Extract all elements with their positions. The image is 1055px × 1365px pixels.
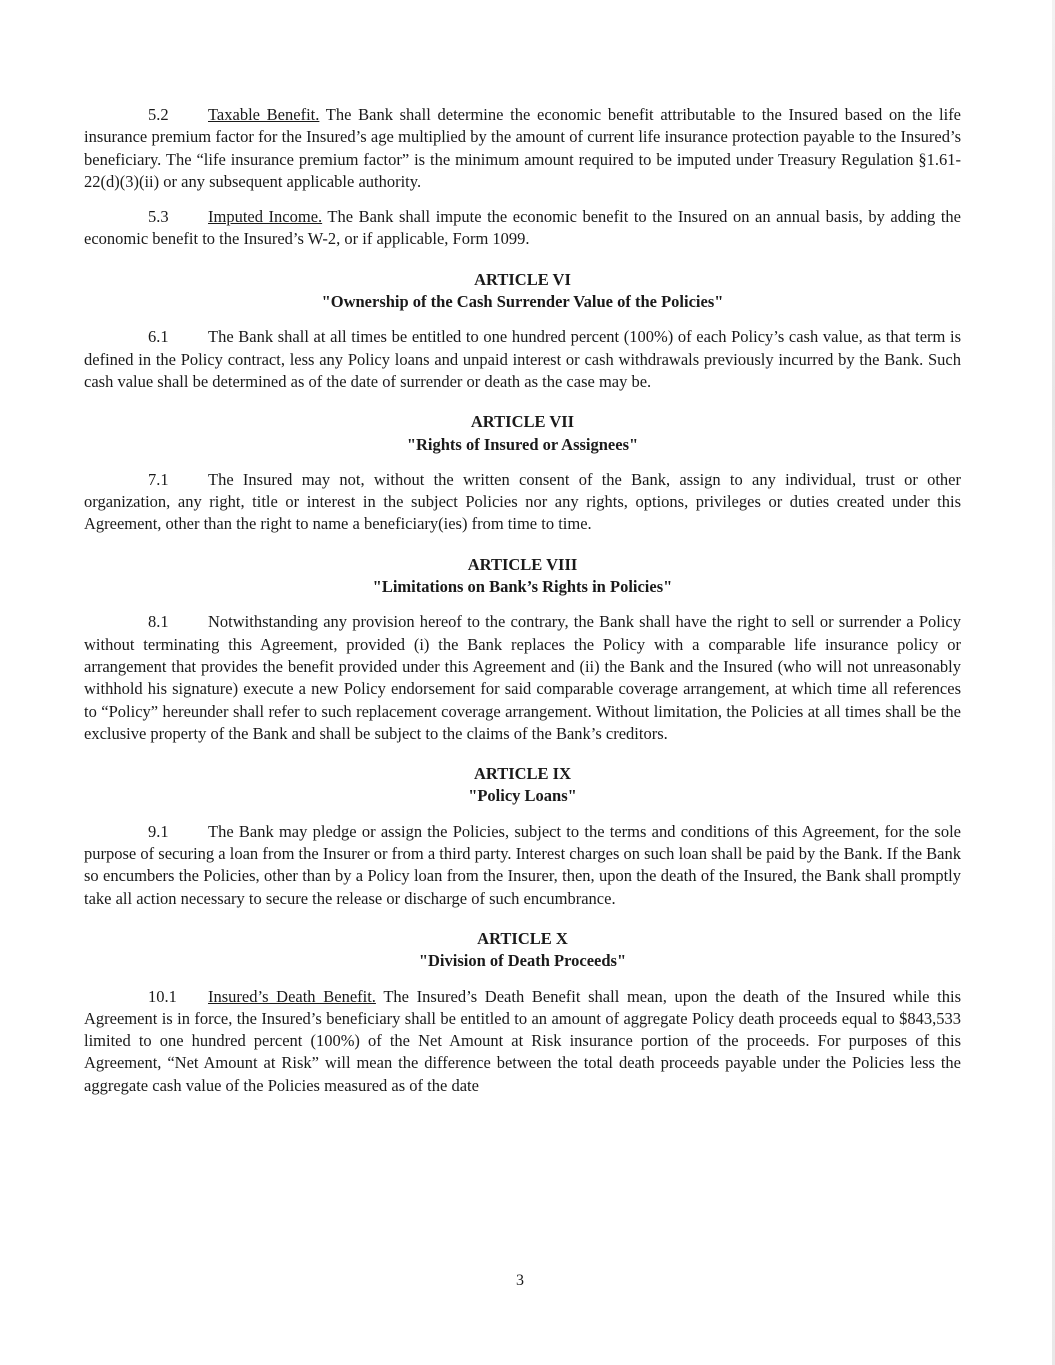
section-number: 5.2 [148,105,169,124]
section-number: 7.1 [148,469,169,489]
section-title: Imputed Income. [208,207,323,227]
article-10-title: "Division of Death Proceeds" [418,951,627,971]
section-8-1 [84,611,961,745]
section-title: Taxable Benefit. [208,105,320,124]
article-8-label: ARTICLE VIII [467,554,578,574]
section-text: The Bank may pledge or assign the Policies, subject to the terms and conditions of this Agreement, for the sole purpose of securing a loan from the Insurer or from a third party. Interest charges on such loan shall be paid by the Bank. If the Bank so encumbers the Policies, other than by a Policy loan from the Insurer, then, upon the death of the Insured, the Bank shall promptly take all action necessary to secure the release or discharge of such encumbrance. [84,821,961,908]
article-9-title: "Policy Loans" [468,786,577,806]
section-7-1 [84,469,961,536]
section-text: The Insured’s Death Benefit shall mean, upon the death of the Insured while this Agreement is in force, the Insured’s beneficiary shall be entitled to an amount of aggregate Policy death proceeds equal to $843,533 limited to one hundred percent (100%) of the Net Amount at Risk insurance portion of the proceeds. For purposes of this Agreement, “Net Amount at Risk” will mean the difference between the total death proceeds payable under the Policies less the aggregate cash value of the Policies measured as of the date [84,986,961,1095]
section-5-3 [84,206,961,251]
section-number: 8.1 [148,612,169,632]
section-number: 6.1 [148,327,169,347]
article-6-label: ARTICLE VI [474,269,571,289]
section-text: The Insured may not, without the written consent of the Bank, assign to any individual, trust or other organization, any right, title or interest in the subject Policies nor any rights, options, privileges or duties created under this Agreement, other than the right to name a beneficiary(ies) from time to time. [84,469,961,534]
article-9-label: ARTICLE IX [473,764,572,784]
article-7-label: ARTICLE VII [470,412,575,432]
section-10-1 [84,986,961,1097]
article-7-title: "Rights of Insured or Assignees" [406,434,639,454]
section-number: 10.1 [148,986,177,1006]
article-6-title: "Ownership of the Cash Surrender Value of the Policies" [321,292,724,312]
section-number: 5.3 [148,207,169,227]
document-page [84,104,961,1097]
section-6-1 [84,326,961,393]
section-text: The Bank shall impute the economic benefit to the Insured on an annual basis, by adding the economic benefit to the Insured’s W-2, or if applicable, Form 1099. [84,207,961,249]
section-text: Notwithstanding any provision hereof to the contrary, the Bank shall have the right to sell or surrender a Policy without terminating this Agreement, provided (i) the Bank replaces the Policy with a comparable life insurance policy or arrangement that provides the benefit provided under this Agreement and (ii) the Bank and the Insured (who will not unreasonably withhold his signature) execute a new Policy endorsement for said comparable coverage arrangement, at which time all references to “Policy” hereunder shall refer to such replacement coverage arrangement. Without limitation, the Policies at all times shall be the exclusive property of the Bank and shall be subject to the claims of the Bank’s creditors. [84,612,961,743]
section-5-2 [84,104,961,193]
section-text: The Bank shall determine the economic benefit attributable to the Insured based on the life insurance premium factor for the Insured’s age multiplied by the amount of current life insurance protection payable to the Insured’s beneficiary. The “life insurance premium factor” is the minimum amount required to be imputed under Treasury Regulation §1.61-22(d)(3)(ii) or any subsequent applicable authority. [84,105,962,191]
section-text: The Bank shall at all times be entitled to one hundred percent (100%) of each Policy’s cash value, as that term is defined in the Policy contract, less any Policy loans and unpaid interest or cash withdrawals previously incurred by the Bank. Such cash value shall be determined as of the date of surrender or death as the case may be. [84,327,961,391]
article-8-title: "Limitations on Bank’s Rights in Policies" [372,577,673,597]
section-number: 9.1 [148,821,169,841]
article-10-label: ARTICLE X [477,928,568,948]
section-9-1 [84,821,961,910]
page-number: 3 [516,1272,524,1289]
section-title: Insured’s Death Benefit. [208,986,376,1006]
